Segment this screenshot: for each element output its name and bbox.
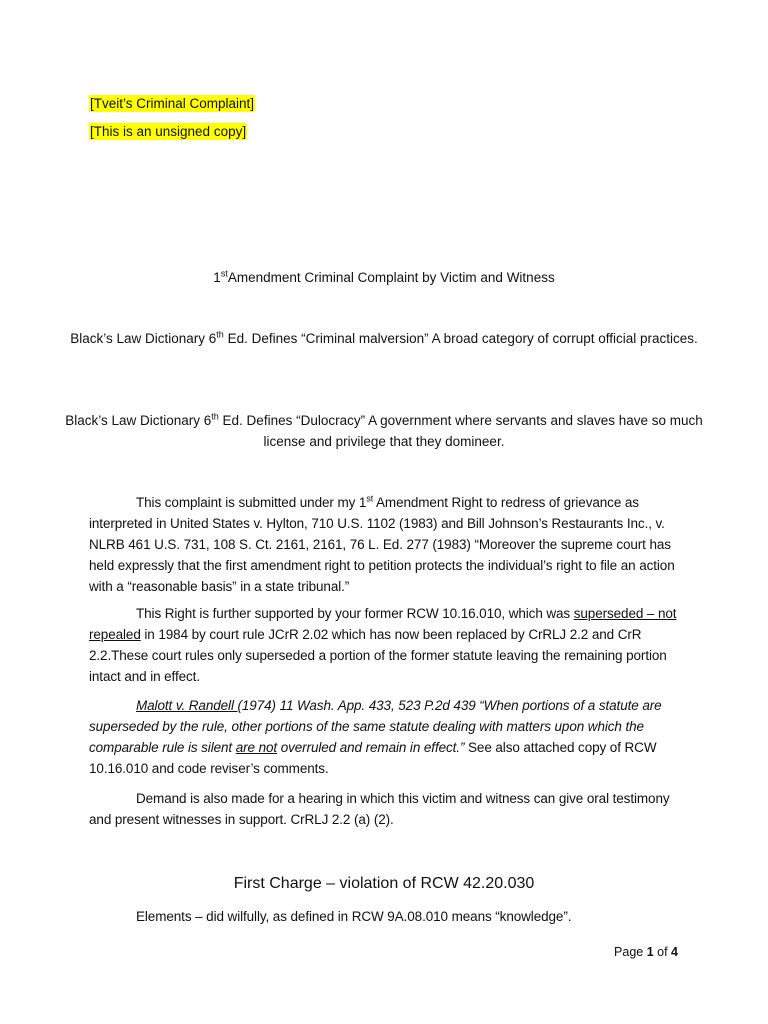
document-title: 1stAmendment Criminal Complaint by Victim and Witness bbox=[213, 268, 555, 285]
paragraph-malott-case: Malott v. Randell (1974) 11 Wash. App. 433, 523 P.2d 439 “When portions of a statute are superseded by the rule, other portions of the same statute dealing with matters upon which the comparable rule is silent are not overruled and remain in effect.” See also attached copy of RCW 10.16.010 and code reviser’s comments. bbox=[89, 698, 662, 776]
paragraph-first-amendment: This complaint is submitted under my 1st Amendment Right to redress of grievance as interpreted in United States v. Hylton, 710 U.S. 1102 (1983) and Bill Johnson’s Restaurants Inc., v. NLRB 461 U.S. 731, 108 S. Ct. 2161, 2161, 76 L. Ed. 277 (1983) “Moreover the supreme court has held expressly that the first amendment right to petition protects the individual’s right to file an action with a “reasonable basis” in a state tribunal.” bbox=[89, 493, 675, 594]
charge-elements: Elements – did wilfully, as defined in RCW 9A.08.010 means “knowledge”. bbox=[136, 909, 572, 924]
paragraph-hearing-demand: Demand is also made for a hearing in which this victim and witness can give oral testimony and present witnesses in support. CrRLJ 2.2 (a) (2). bbox=[89, 791, 670, 827]
complaint-label: [Tveit’s Criminal Complaint] bbox=[90, 96, 255, 111]
charge-heading: First Charge – violation of RCW 42.20.030 bbox=[233, 875, 535, 892]
definition-dulocracy: Black’s Law Dictionary 6th Ed. Defines “Dulocracy” A government where servants and slaves have so much license and privilege that they domineer. bbox=[65, 411, 703, 449]
definition-malversion: Black’s Law Dictionary 6th Ed. Defines “Criminal malversion” A broad category of corrupt official practices. bbox=[70, 329, 698, 346]
unsigned-copy-label: [This is an unsigned copy] bbox=[90, 124, 247, 139]
page-number: Page 1 of 4 bbox=[614, 945, 678, 959]
paragraph-rcw-superseded: This Right is further supported by your former RCW 10.16.010, which was superseded – not repealed in 1984 by court rule JCrR 2.02 which has now been replaced by CrRLJ 2.2 and CrR 2.2.These court rules only superseded a portion of the former statute leaving the remaining portion intact and in effect. bbox=[89, 606, 677, 684]
